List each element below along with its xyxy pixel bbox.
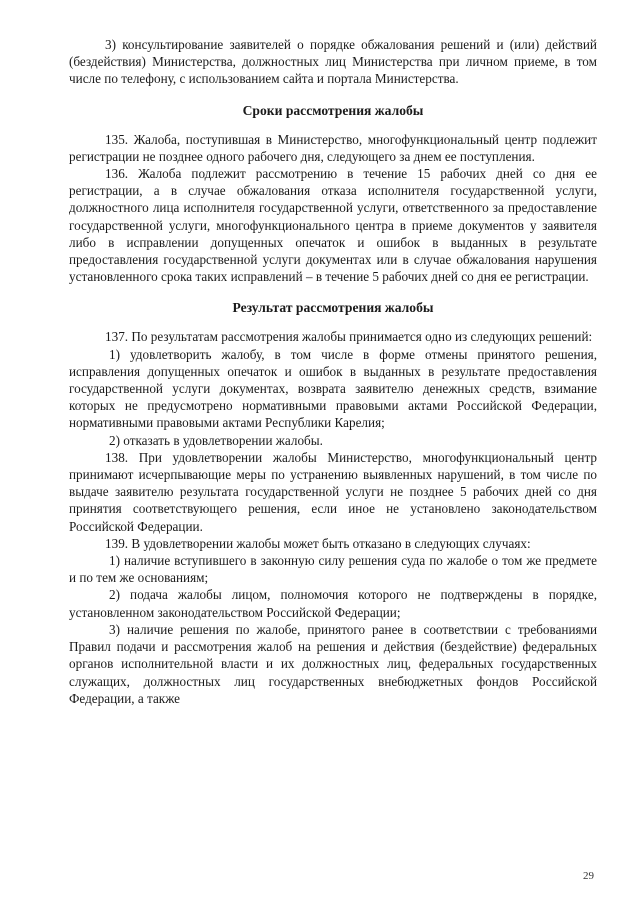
paragraph-139-item-3: 3) наличие решения по жалобе, принятого ранее в соответствии с требованиями Правил подачи и рассмотрения жалоб на решения и действия (бездействие) федеральных органов исполнительной власти и их должностных лиц, федеральных государственных служащих, должностных лиц государственных внебюджетных фондов Российской Федерации, а также [69,621,597,706]
paragraph-137: 137. По результатам рассмотрения жалобы принимается одно из следующих решений: [105,329,593,345]
paragraph-139-item-2: 2) подача жалобы лицом, полномочия которого не подтверждены в порядке, установленном законодательством Российской Федерации; [69,587,597,620]
paragraph-139-item-1: 1) наличие вступившего в законную силу решения суда по жалобе о том же предмете и по тем же основаниям; [69,553,597,586]
paragraph-137-item-1: 1) удовлетворить жалобу, в том числе в форме отмены принятого решения, исправления допущенных опечаток и ошибок в выданных в результате предоставления государственной услуги документах, возврата заявителю денежных средств, взимание которых не предусмотрено нормативными правовыми актами Российской Федерации, нормативными правовыми актами Республики Карелия; [69,346,597,431]
paragraph-138: 138. При удовлетворении жалобы Министерство, многофункциональный центр принимают исчерпывающие меры по устранению выявленных нарушений, в том числе по выдаче заявителю результата государственной услуги не позднее 5 рабочих дней со дня принятия соответствующего решения, если иное не установлено законодательством Российской Федерации. [69,449,597,534]
paragraph-137-item-2: 2) отказать в удовлетворении жалобы. [109,432,323,448]
document-body [69,36,597,707]
paragraph-136: 136. Жалоба подлежит рассмотрению в течение 15 рабочих дней со дня ее регистрации, а в случае обжалования отказа исполнителя государственной услуги, должностного лица исполнителя государственной услуги, ответственного за предоставление государственной услуги, многофункционального центра в приеме документов у заявителя либо в исправлении допущенных опечаток и ошибок в выданных в результате предоставления государственной услуги документах или в случае обжалования нарушения установленного срока таких исправлений – в течение 5 рабочих дней со дня ее регистрации. [69,166,597,285]
paragraph-139: 139. В удовлетворении жалобы может быть отказано в следующих случаях: [105,535,531,551]
paragraph-intro-item-3: 3) консультирование заявителей о порядке обжалования решений и (или) действий (бездействия) Министерства, должностных лиц Министерства при личном приеме, в том числе по телефону, с использованием сайта и портала Министерства. [69,37,597,87]
paragraph-135: 135. Жалоба, поступившая в Министерство, многофункциональный центр подлежит регистрации не позднее одного рабочего дня, следующего за днем ее поступления. [69,131,597,164]
page-number: 29 [583,870,594,882]
section-heading-terms: Сроки рассмотрения жалобы [242,102,424,118]
section-heading-result: Результат рассмотрения жалобы [232,300,434,316]
